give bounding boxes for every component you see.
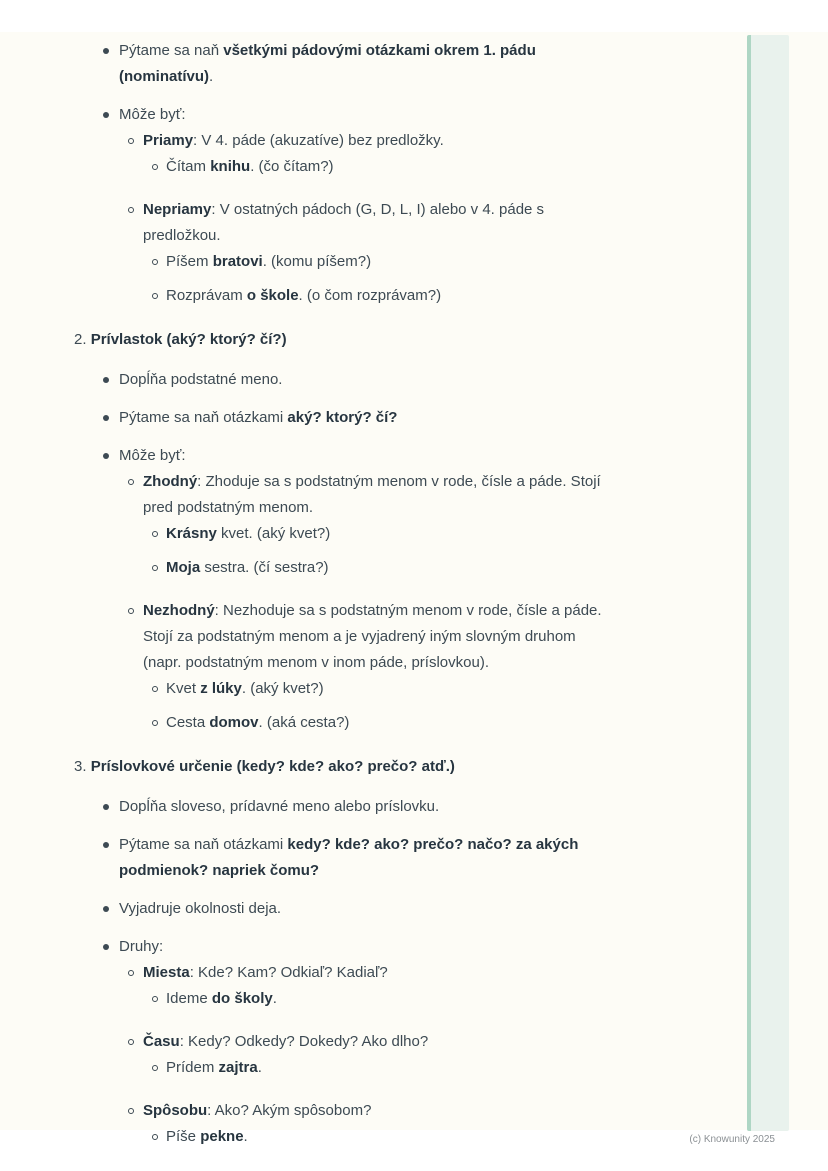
text-line [143,960,603,986]
text-segment: : Nezhoduje sa s podstatným menom v rode, čísle a páde. Stojí za podstatným menom a je vyjadrený iným slovným druhom (napr. podstatným menom v inom páde, príslovkou). [143,602,602,671]
text-line [166,986,626,1012]
bullet-disc-icon [103,112,109,118]
section-heading [74,754,747,780]
text-line [143,469,603,521]
text-line [166,1124,626,1150]
copyright-text: (c) Knowunity 2025 [689,1134,775,1145]
text-line [119,896,619,922]
bullet-circle-icon [152,293,158,299]
bullet-circle-icon [152,259,158,265]
text-segment-bold: Času [143,1033,180,1050]
text-line [74,754,747,780]
text-segment: Môže byť: [119,106,186,123]
bullet-circle-icon [152,996,158,1002]
text-segment: . [209,68,214,85]
text-segment: Prídem [166,1059,219,1076]
list-item-level-2 [0,960,747,986]
text-segment: : Ako? Akým spôsobom? [207,1102,372,1119]
text-line [119,934,619,960]
list-item-level-3 [0,1124,747,1150]
text-segment: . [243,1128,248,1145]
list-item-level-2 [0,469,747,521]
bullet-circle-icon [152,531,158,537]
text-segment: . [257,1059,262,1076]
text-segment: : V 4. páde (akuzatíve) bez predložky. [193,132,444,149]
text-segment-bold: knihu [210,158,251,175]
text-line [119,443,619,469]
bullet-disc-icon [103,804,109,810]
text-segment-bold: do školy [211,990,273,1007]
bullet-circle-icon [128,608,134,614]
text-line [119,832,619,884]
bullet-disc-icon [103,906,109,912]
text-line [119,405,619,431]
text-segment-bold: bratovi [212,253,263,270]
list-item-level-1 [0,443,747,469]
text-segment-bold: všetkými pádovými otázkami okrem 1. pádu (nominatívu) [119,42,536,85]
bullet-circle-icon [152,1134,158,1140]
text-line [166,555,626,581]
text-segment-bold: Priamy [143,132,194,149]
list-item-level-1 [0,367,747,393]
text-line [119,38,619,90]
list-item-level-3 [0,283,747,309]
text-segment: Pýtame sa naň otázkami [119,836,288,853]
text-segment: : V ostatných pádoch (G, D, L, I) alebo v 4. páde s predložkou. [143,201,545,244]
text-segment: Ideme [166,990,212,1007]
list-item-level-3 [0,555,747,581]
text-segment: . (aký kvet?) [241,680,324,697]
text-segment-bold: Moja [166,559,201,576]
text-segment-bold: Príslovkové určenie (kedy? kde? ako? prečo? atď.) [90,758,455,775]
text-line [143,128,603,154]
text-segment: : Kde? Kam? Odkiaľ? Kadiaľ? [189,964,388,981]
list-item-level-2 [0,128,747,154]
list-item-level-3 [0,676,747,702]
text-segment: Dopĺňa sloveso, prídavné meno alebo príslovku. [119,798,440,815]
text-segment: : Kedy? Odkedy? Dokedy? Ako dlho? [179,1033,429,1050]
text-segment-bold: kedy? kde? ako? prečo? načo? za akých podmienok? napriek čomu? [119,836,579,879]
text-segment-bold: domov [209,714,259,731]
text-segment: Cesta [166,714,210,731]
list-item-level-1 [0,405,747,431]
list-item-level-3 [0,154,747,180]
text-line [143,197,603,249]
list-item-level-3 [0,986,747,1012]
text-segment: : Zhoduje sa s podstatným menom v rode, čísle a páde. Stojí pred podstatným menom. [143,473,601,516]
text-segment: 3. [74,758,91,775]
text-segment: 2. [74,331,91,348]
list-item-level-1 [0,794,747,820]
text-segment: Píše [166,1128,201,1145]
text-line [74,327,747,353]
text-segment: Kvet [166,680,201,697]
bullet-disc-icon [103,377,109,383]
text-line [166,676,626,702]
text-line [143,1029,603,1055]
bullet-circle-icon [128,1039,134,1045]
list-item-level-1 [0,832,747,884]
list-item-level-3 [0,521,747,547]
text-segment-bold: Nepriamy [143,201,212,218]
bullet-circle-icon [152,720,158,726]
text-segment: . (aká cesta?) [258,714,350,731]
right-accent-stripe [747,35,789,1131]
text-segment-bold: Nezhodný [143,602,215,619]
text-segment-bold: pekne [200,1128,244,1145]
bullet-disc-icon [103,944,109,950]
text-line [166,249,626,275]
bullet-circle-icon [128,1108,134,1114]
list-item-level-2 [0,598,747,676]
list-item-level-1 [0,102,747,128]
text-segment: Píšem [166,253,213,270]
text-line [119,794,619,820]
text-line [143,1098,603,1124]
text-line [166,283,626,309]
list-item-level-1 [0,934,747,960]
text-segment-bold: zajtra [218,1059,258,1076]
text-segment: Dopĺňa podstatné meno. [119,371,283,388]
list-item-level-3 [0,1055,747,1081]
text-segment-bold: Prívlastok (aký? ktorý? čí?) [90,331,287,348]
list-item-level-1 [0,896,747,922]
text-segment: . (komu píšem?) [262,253,372,270]
text-segment: Druhy: [119,938,164,955]
text-segment: . (o čom rozprávam?) [298,287,442,304]
text-segment-bold: Krásny [166,525,217,542]
text-line [166,521,626,547]
text-segment-bold: Spôsobu [143,1102,208,1119]
text-segment: . [272,990,277,1007]
text-line [166,710,626,736]
bullet-disc-icon [103,48,109,54]
list-item-level-2 [0,1029,747,1055]
bullet-circle-icon [128,479,134,485]
list-item-level-3 [0,710,747,736]
text-segment: Pýtame sa naň [119,42,224,59]
text-segment: Pýtame sa naň otázkami [119,409,288,426]
text-line [166,154,626,180]
bullet-disc-icon [103,453,109,459]
bullet-circle-icon [152,164,158,170]
document-content [0,38,747,1150]
bullet-circle-icon [128,207,134,213]
text-line [119,102,619,128]
list-item-level-3 [0,249,747,275]
text-segment-bold: z lúky [200,680,242,697]
list-item-level-2 [0,1098,747,1124]
text-segment-bold: Miesta [143,964,190,981]
text-segment-bold: aký? ktorý? čí? [287,409,398,426]
bullet-circle-icon [152,1065,158,1071]
bullet-circle-icon [128,138,134,144]
text-segment: Čítam [166,158,211,175]
text-segment: . (čo čítam?) [250,158,334,175]
text-segment: Vyjadruje okolnosti deja. [119,900,282,917]
list-item-level-1 [0,38,747,90]
bullet-circle-icon [152,686,158,692]
text-segment: Rozprávam [166,287,247,304]
text-line [166,1055,626,1081]
text-segment: kvet. (aký kvet?) [216,525,331,542]
text-segment: sestra. (čí sestra?) [200,559,329,576]
text-line [119,367,619,393]
document-page [0,32,828,1145]
text-segment-bold: Zhodný [143,473,198,490]
bullet-circle-icon [128,970,134,976]
text-segment: Môže byť: [119,447,186,464]
text-segment-bold: o škole [246,287,299,304]
bullet-circle-icon [152,565,158,571]
text-line [143,598,603,676]
list-item-level-2 [0,197,747,249]
section-heading [74,327,747,353]
bullet-disc-icon [103,415,109,421]
bullet-disc-icon [103,842,109,848]
